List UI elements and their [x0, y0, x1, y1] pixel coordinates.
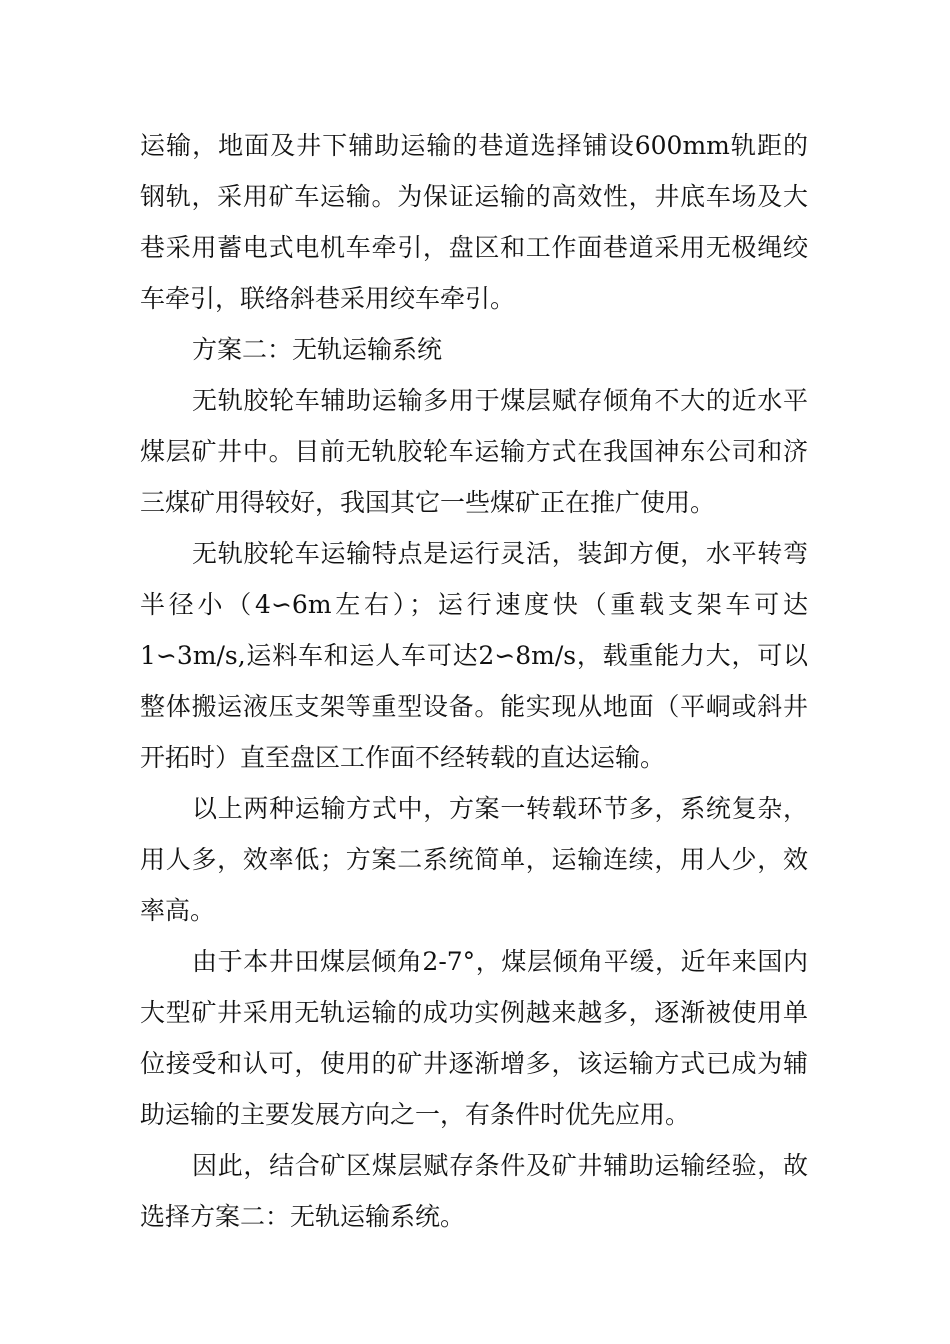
paragraph-heading-option-two: 方案二：无轨运输系统 [192, 335, 443, 364]
paragraph-conclusion: 因此，结合矿区煤层赋存条件及矿井辅助运输经验，故选择方案二：无轨运输系统。 [140, 1151, 808, 1231]
paragraph-trackless-usage: 无轨胶轮车辅助运输多用于煤层赋存倾角不大的近水平煤层矿井中。目前无轨胶轮车运输方式在我国神东公司和济三煤矿用得较好，我国其它一些煤矿正在推广使用。 [140, 386, 808, 517]
paragraph-justification: 由于本井田煤层倾角2-7°，煤层倾角平缓，近年来国内大型矿井采用无轨运输的成功实例越来越多，逐渐被使用单位接受和认可，使用的矿井逐渐增多，该运输方式已成为辅助运输的主要发展方向之一，有条件时优先应用。 [140, 947, 808, 1129]
paragraph-trackless-features: 无轨胶轮车运输特点是运行灵活，装卸方便，水平转弯半径小（4∽6m左右）；运行速度快（重载支架车可达1∽3m/s,运料车和运人车可达2∽8m/s，载重能力大，可以整体搬运液压支架等重型设备。能实现从地面（平峒或斜井开拓时）直至盘区工作面不经转载的直达运输。 [140, 539, 808, 772]
paragraph-continuation: 运输，地面及井下辅助运输的巷道选择铺设600mm轨距的钢轨，采用矿车运输。为保证运输的高效性，井底车场及大巷采用蓄电式电机车牵引，盘区和工作面巷道采用无极绳绞车牵引，联络斜巷采用绞车牵引。 [140, 131, 808, 313]
document-body [140, 120, 808, 1242]
paragraph-comparison: 以上两种运输方式中，方案一转载环节多，系统复杂，用人多，效率低；方案二系统简单，运输连续，用人少，效率高。 [140, 794, 808, 925]
